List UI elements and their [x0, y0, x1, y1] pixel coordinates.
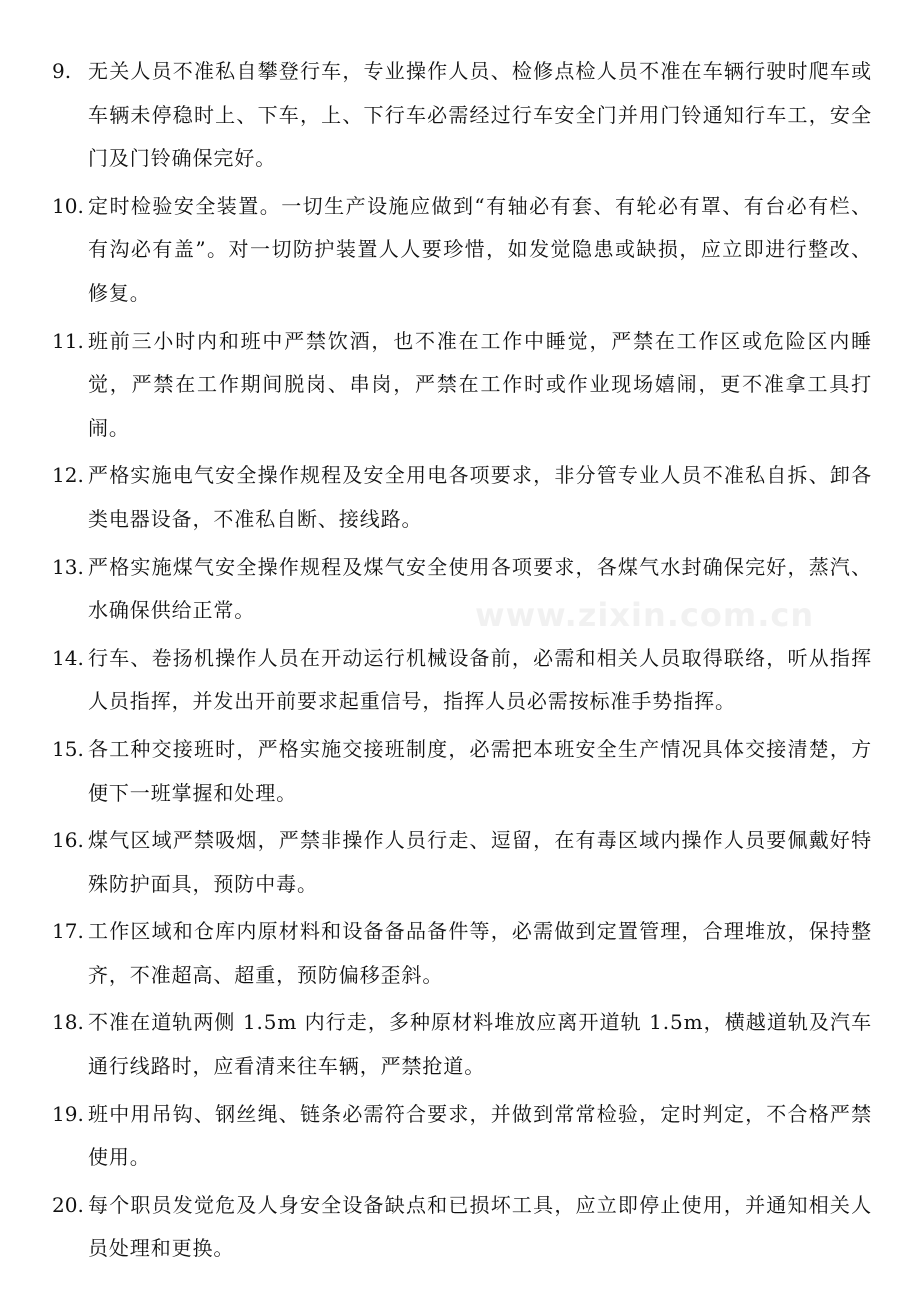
item-text: 严格实施电气安全操作规程及安全用电各项要求，非分管专业人员不准私自拆、卸各类电器设备，不准私自断、接线路。 [88, 463, 872, 531]
item-number: 12. [52, 463, 84, 488]
item-number: 17. [52, 919, 84, 944]
item-number: 20. [52, 1192, 84, 1217]
item-number: 16. [52, 828, 84, 853]
item-number: 13. [52, 554, 84, 579]
item-number: 14. [52, 645, 84, 670]
list-item [52, 910, 872, 997]
list-item [52, 50, 872, 181]
item-text: 每个职员发觉危及人身安全设备缺点和已损坏工具，应立即停止使用，并通知相关人员处理和更换。 [88, 1192, 872, 1261]
list-item [52, 637, 872, 724]
list-item [52, 320, 872, 451]
list-item [52, 819, 872, 906]
item-number: 18. [52, 1010, 84, 1035]
watermark: www.zixin.com.cn [475, 596, 815, 634]
item-number: 10. [52, 193, 84, 218]
item-text: 无关人员不准私自攀登行车，专业操作人员、检修点检人员不准在车辆行驶时爬车或车辆未停稳时上、下车，上、下行车必需经过行车安全门并用门铃通知行车工，安全门及门铃确保完好。 [88, 59, 872, 171]
safety-rules-list [52, 50, 872, 1275]
item-text: 行车、卷扬机操作人员在开动运行机械设备前，必需和相关人员取得联络，听从指挥人员指挥，并发出开前要求起重信号，指挥人员必需按标准手势指挥。 [88, 645, 872, 714]
item-number: 11. [52, 328, 84, 353]
list-item [52, 185, 872, 316]
list-item [52, 454, 872, 541]
item-text: 不准在道轨两侧 1.5m 内行走，多种原材料堆放应离开道轨 1.5m，横越道轨及汽车通行线路时，应看清来往车辆，严禁抢道。 [88, 1010, 872, 1079]
item-number: 19. [52, 1101, 84, 1126]
list-item [52, 728, 872, 815]
list-item [52, 1184, 872, 1271]
item-text: 班中用吊钩、钢丝绳、链条必需符合要求，并做到常常检验，定时判定，不合格严禁使用。 [88, 1101, 872, 1170]
item-number: 9. [52, 59, 72, 83]
list-item [52, 1093, 872, 1180]
item-text: 煤气区域严禁吸烟，严禁非操作人员行走、逗留，在有毒区域内操作人员要佩戴好特殊防护面具，预防中毒。 [88, 828, 872, 896]
list-item [52, 1001, 872, 1088]
item-number: 15. [52, 736, 84, 761]
item-text: 严格实施煤气安全操作规程及煤气安全使用各项要求，各煤气水封确保完好，蒸汽、水确保供给正常。 [88, 554, 872, 623]
item-text: 班前三小时内和班中严禁饮酒，也不准在工作中睡觉，严禁在工作区或危险区内睡觉，严禁在工作期间脱岗、串岗，严禁在工作时或作业现场嬉闹，更不准拿工具打闹。 [88, 328, 872, 440]
item-text: 工作区域和仓库内原材料和设备备品备件等，必需做到定置管理，合理堆放，保持整齐，不准超高、超重，预防偏移歪斜。 [88, 919, 872, 987]
item-text: 各工种交接班时，严格实施交接班制度，必需把本班安全生产情况具体交接清楚，方便下一班掌握和处理。 [88, 736, 872, 805]
item-text: 定时检验安全装置。一切生产设施应做到“有轴必有套、有轮必有罩、有台必有栏、有沟必有盖”。对一切防护装置人人要珍惜，如发觉隐患或缺损，应立即进行整改、修复。 [88, 193, 872, 305]
